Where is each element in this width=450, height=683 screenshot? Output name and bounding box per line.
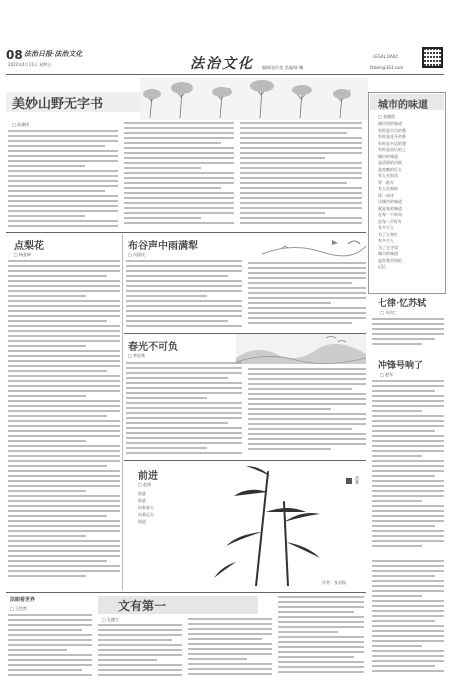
article5-text-col2 [188,618,272,680]
article4-byline: □ 赵涛 [138,482,152,487]
poem-line: 前进 [138,498,146,503]
poem3-text [372,380,444,555]
poem3-title: 冲锋号响了 [378,361,424,371]
col-divider-1 [122,234,123,590]
article4-title: 前进 [138,471,158,482]
poem-line: 向着春天 [138,505,154,510]
poem2-title: 七律·忆苏轼 [378,299,427,309]
editors-line: 编辑/张红奕 美编/陈 曦 [262,65,304,70]
art-caption: 作者：张君秋 [322,580,346,585]
poem3-byline: □ 赵军 [380,372,394,377]
email-line: fzbwh@163.com [370,65,404,70]
sidebar-title: 城市的味道 [378,100,428,111]
article1-byline: □ 杨金坤 [14,252,32,257]
article1-title: 点梨花 [14,241,44,252]
page-number: 08 [6,48,23,62]
article3-title: 春光不可负 [128,342,178,353]
poem2-byline: □ 马宗仁 [380,310,398,315]
main-title: 美妙山野无字书 [12,97,104,112]
article2-text-col1 [126,260,242,330]
poem-line: 城市的味道 [378,251,398,256]
main-landscape-art [140,78,368,120]
poem2-text [372,318,444,352]
article2-text-col2 [248,262,366,330]
article5-text-col1 [98,624,182,680]
masthead-rule [6,74,444,75]
poem-line: 城市的味道 [378,153,398,159]
poem-line: 有时是花开的香 [378,134,406,139]
art-tag: 清雅 [355,476,360,484]
article2-bird-art [262,234,366,262]
poem-line: 在每一个转角 [378,212,402,217]
poem-line: 城市里的味道 [378,121,402,126]
main-text-col2 [124,122,234,230]
section-rule-3 [124,460,366,461]
poem-line: 为了它奔忙 [378,231,398,237]
article5-text-col3 [278,596,364,680]
main-text-col1 [8,130,118,230]
poem-line: 有人在街角 [378,173,398,178]
poem-line: 向着远方 [138,512,154,517]
article3-text-col2 [248,368,366,458]
article3-byline: □ 李宏林 [128,353,146,358]
article1-text [8,260,120,588]
article5-title: 文有第一 [118,599,167,613]
poem-line: 是清晨的问候 [378,160,402,165]
poem-line: 前进 [138,491,146,496]
main-text-col3 [240,122,362,230]
paper-name: 法治日报·法治文化 [24,49,83,58]
article5-byline: □ 孔德立 [102,617,120,622]
poem-line: 等一班车 [378,179,394,185]
poem-line: 有多少人 [378,225,394,230]
bamboo-ink-painting [196,462,364,586]
poem-line: 记忆 [378,264,386,269]
poem-line: 有时是早点的香 [378,127,406,133]
poem-line: 有时是书店的墨 [378,140,406,146]
sidebar-bottom-text [372,560,444,680]
poem-line: 是夜晚的灯火 [378,166,402,172]
article6-kicker: 法眼看世界 [10,597,36,603]
section-title: 法治文化 [190,56,254,72]
poem-line: 在每一声叮咛 [378,218,402,224]
article2-title: 布谷声中雨满犁 [128,241,198,252]
qr-code [422,47,443,68]
poem-line: 有多少人 [378,238,394,243]
article3-landscape-art [236,334,366,364]
article2-byline: □ 冯国庆 [128,252,146,257]
poem-line: 为了它守望 [378,244,398,250]
article3-text-col1 [126,362,242,458]
sidebar-byline: □ 张德浩 [378,114,396,119]
main-byline: □ 孙建伟 [12,122,30,127]
poem-line: 是你我共同的 [378,257,402,263]
date-line: 2022年4月11日 星期日 [8,62,52,67]
article6-byline: □ 王恺然 [10,606,28,611]
section-rule-1 [6,232,366,233]
poem-line: 这城市的味道 [378,199,402,204]
poem-line: 有时是雨后的土 [378,147,406,152]
legal-daily: LEGAL DAILY [373,54,399,59]
section-rule-4 [6,592,366,593]
poem-line: 就是家的味道 [378,205,402,211]
article6-text [8,614,92,680]
poem-line: 有人在窗前 [378,186,398,191]
sidebar-poem [378,121,440,287]
poem-line: 前进 [138,519,146,524]
article4-poem [138,490,154,525]
poem-line: 读一首诗 [378,192,394,198]
